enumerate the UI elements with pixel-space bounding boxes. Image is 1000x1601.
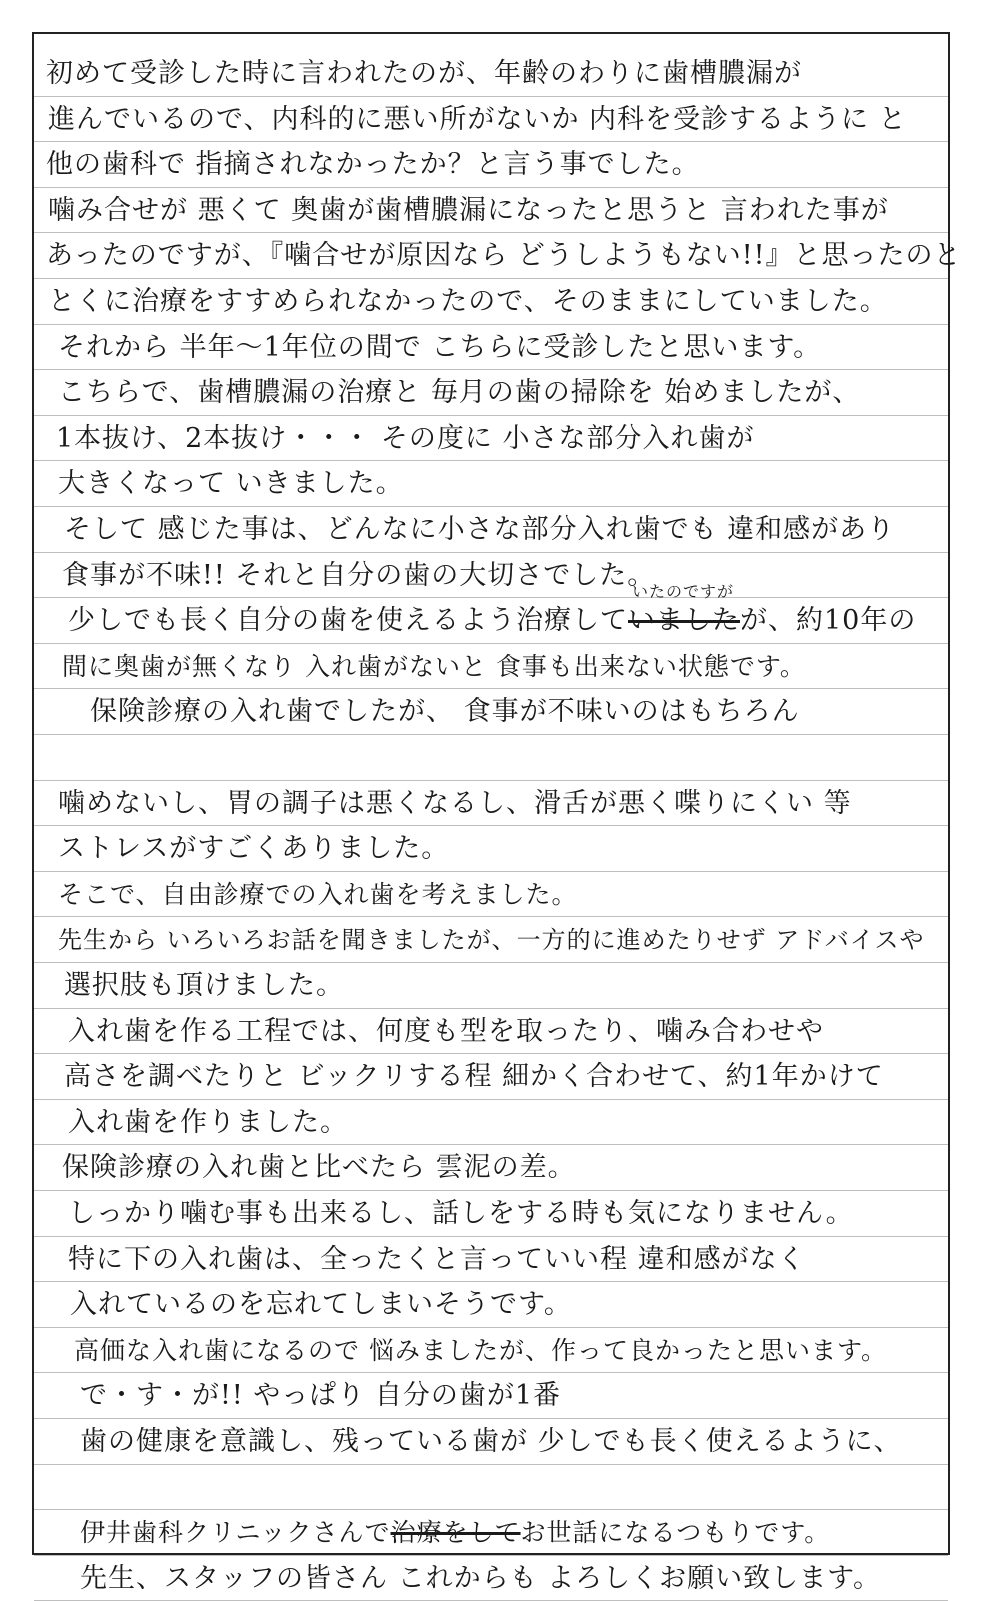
letter-line: [34, 189, 948, 233]
line-text: こちらで、歯槽膿漏の治療と 毎月の歯の掃除を 始めましたが、: [58, 377, 861, 409]
letter-line: [34, 582, 948, 643]
line-text: 大きくなって いきました。: [58, 468, 404, 500]
line-text: 噛み合せが 悪くて 奥歯が歯槽膿漏になったと思うと 言われた事が: [48, 194, 889, 226]
line-text: 保険診療の入れ歯と比べたら 雲泥の差。: [62, 1152, 576, 1184]
line-text: しっかり噛む事も出来るし、話しをする時も気になりません。: [68, 1198, 854, 1229]
line-text: ストレスがすごくありました。: [58, 833, 450, 865]
letter-line: [34, 1010, 948, 1054]
line-text: とくに治療をすすめられなかったので、そのままにしていました。: [48, 286, 888, 317]
letter-line: [34, 1192, 948, 1236]
letter-line: [34, 827, 948, 871]
letter-line: [34, 736, 948, 780]
line-text: 歯の健康を意識し、残っている歯が 少しでも長く使えるように、: [80, 1426, 902, 1457]
letter-line: [34, 143, 948, 187]
line-text: 伊井歯科クリニックさんで: [80, 1518, 391, 1548]
letter-line: [34, 234, 962, 278]
line-text: で・す・が!! やっぱり 自分の歯が1番: [80, 1380, 562, 1412]
line-text: 他の歯科で 指摘されなかったか？と言う事でした。: [46, 149, 700, 181]
letter-line: [34, 280, 948, 324]
letter-line: [34, 873, 948, 917]
letter-line: [34, 690, 948, 734]
line-text: 先生から いろいろお話を聞きましたが、一方的に進めたりせず アドバイスや: [58, 926, 925, 955]
line-text: そして 感じた事は、どんなに小さな部分入れ歯でも 違和感があり: [64, 514, 896, 545]
line-text: が、約10年の: [740, 605, 917, 637]
line-text: 先生、スタッフの皆さん これからも よろしくお願い致します。: [80, 1562, 882, 1594]
line-text: 間に奥歯が無くなり 入れ歯がないと 食事も出来ない状態です。: [62, 651, 806, 681]
inserted-correction: いたのですが: [632, 582, 735, 602]
letter-line: [34, 1283, 948, 1327]
line-text: それから 半年〜1年位の間で こちらに受診したと思います。: [58, 331, 822, 363]
letter-line: [34, 918, 948, 962]
line-text: 選択肢も頂けました。: [64, 970, 344, 1001]
line-text: 高価な入れ歯になるので 悩みましたが、作って良かったと思います。: [74, 1335, 887, 1365]
line-text: 初めて受診した時に言われたのが、年齢のわりに歯槽膿漏が: [46, 58, 802, 89]
line-text: 少しでも長く自分の歯を使えるよう治療して: [68, 605, 628, 637]
letter-line: [34, 1420, 948, 1464]
line-text: 特に下の入れ歯は、全ったくと言っていい程 違和感がなく: [68, 1243, 806, 1275]
line-text: 入れ歯を作る工程では、何度も型を取ったり、噛み合わせや: [68, 1015, 824, 1047]
letter-line: [34, 554, 948, 598]
letter-line: [34, 417, 948, 461]
letter-line: [34, 1101, 948, 1145]
line-text: 入れているのを忘れてしまいそうです。: [70, 1289, 572, 1321]
letter-line: [34, 326, 948, 370]
line-text: 高さを調べたりと ビックリする程 細かく合わせて、約1年かけて: [64, 1061, 884, 1093]
letter-line: [34, 98, 948, 142]
letter-line: [34, 1557, 948, 1601]
line-text: お世話になるつもりです。: [520, 1518, 831, 1548]
letter-line: [34, 1511, 948, 1555]
line-text: 食事が不味!! それと自分の歯の大切さでした。: [62, 559, 656, 591]
letter-line: [34, 1466, 948, 1510]
letter-line: [34, 1055, 948, 1099]
line-text: 進んでいるので、内科的に悪い所がないか 内科を受診するように と: [48, 103, 907, 135]
line-text: 噛めないし、胃の調子は悪くなるし、滑舌が悪く喋りにくい 等: [58, 787, 852, 819]
letter-line: [34, 782, 948, 826]
letter-line: [34, 1329, 948, 1373]
line-text: そこで、自由診療での入れ歯を考えました。: [58, 879, 578, 909]
letter-line: [34, 1238, 948, 1282]
line-text: 1本抜け、2本抜け・・・ その度に 小さな部分入れ歯が: [56, 422, 755, 454]
letter-line: [34, 1146, 948, 1190]
letter-line: [34, 52, 948, 96]
letter-line: [34, 462, 948, 506]
letter-line: [34, 508, 948, 552]
letter-line: [34, 371, 948, 415]
letter-sheet: [32, 32, 962, 1594]
letter-line: [34, 1374, 948, 1418]
struck-text: 治療をして: [390, 1518, 521, 1548]
line-text: 入れ歯を作りました。: [68, 1106, 348, 1138]
letter-line: [34, 645, 948, 689]
letter-line: [34, 964, 948, 1008]
struck-text: いました いたのですが: [628, 582, 740, 637]
line-text: あったのですが、『噛合せが原因なら どうしようもない!!』と思ったのと: [46, 240, 962, 272]
line-text: 保険診療の入れ歯でしたが、 食事が不味いのはもちろん: [90, 696, 800, 728]
